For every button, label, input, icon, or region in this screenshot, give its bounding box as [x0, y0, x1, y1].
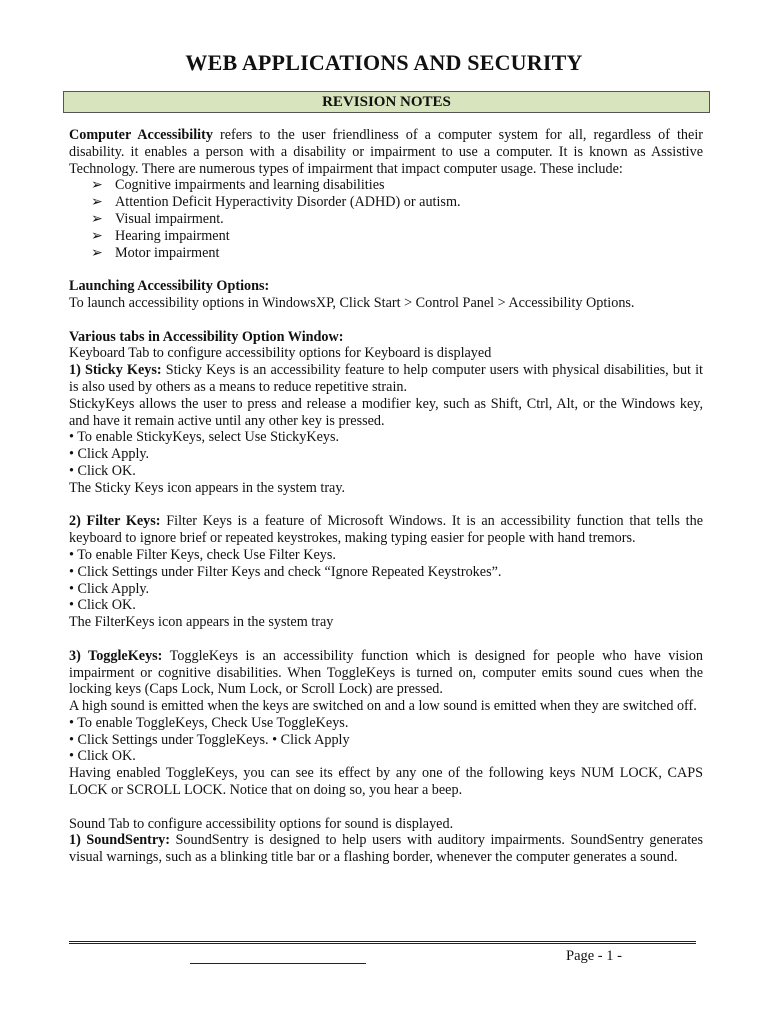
arrow-bullet-icon: ➢	[91, 177, 103, 194]
sticky-keys-detail: StickyKeys allows the user to press and release a modifier key, such as Shift, Ctrl, Alt, or the Windows key, and have it remain active until any other key is pressed.	[69, 395, 703, 429]
tabs-heading: Various tabs in Accessibility Option Window:	[69, 328, 344, 345]
toggle-keys-paragraph: 3) ToggleKeys: ToggleKeys is an accessibility function which is designed for people who have vision impairment or cognitive disabilities. When ToggleKeys is turned on, computer emits sound cues when the locking keys (Caps Lock, Num Lock, or Scroll Lock) are pressed.	[69, 647, 703, 698]
arrow-bullet-icon: ➢	[91, 210, 103, 227]
page-title: WEB APPLICATIONS AND SECURITY	[185, 50, 583, 75]
step-line: • Click Apply.	[69, 580, 150, 597]
step-line: • To enable StickyKeys, select Use StickyKeys.	[69, 429, 340, 446]
document-body	[69, 127, 703, 866]
step-line: • Click OK.	[69, 462, 136, 479]
step-line: • Click OK.	[69, 597, 136, 614]
sticky-keys-paragraph: 1) Sticky Keys: Sticky Keys is an accessibility feature to help computer users with physical disabilities, but it is also used by others as a means to reduce repetitive strain.	[69, 362, 703, 395]
step-line: • To enable ToggleKeys, Check Use ToggleKeys.	[69, 714, 349, 731]
sticky-keys-term: 1) Sticky Keys:	[69, 362, 162, 379]
step-line: • Click OK.	[69, 748, 136, 765]
list-item: ➢ Motor impairment	[91, 244, 220, 261]
toggle-keys-detail: A high sound is emitted when the keys are switched on and a low sound is emitted when they are switched off.	[69, 698, 697, 715]
list-item: ➢ Visual impairment.	[91, 210, 224, 227]
soundsentry-term: 1) SoundSentry:	[69, 832, 170, 849]
step-line: • To enable Filter Keys, check Use Filter Keys.	[69, 546, 336, 563]
intro-text: refers to the user friendliness of a computer system for all, regardless of their disability. it enables a person with a disability or impairment to use a computer. It is known as Assistive Technology. There are numerous types of impairment that impact computer usage. These include:	[69, 127, 703, 177]
arrow-bullet-icon: ➢	[91, 227, 103, 244]
intro-term: Computer Accessibility	[69, 127, 213, 143]
launching-heading: Launching Accessibility Options:	[69, 278, 270, 295]
filter-keys-term: 2) Filter Keys:	[69, 513, 161, 530]
step-line: • Click Settings under Filter Keys and check “Ignore Repeated Keystrokes”.	[69, 563, 502, 580]
arrow-bullet-icon: ➢	[91, 194, 103, 211]
toggle-keys-term: 3) ToggleKeys:	[69, 647, 163, 664]
arrow-bullet-icon: ➢	[91, 244, 103, 261]
footer-short-rule	[190, 963, 366, 964]
step-line: • Click Apply.	[69, 446, 150, 463]
list-item: ➢ Attention Deficit Hyperactivity Disorder (ADHD) or autism.	[91, 194, 461, 211]
sticky-keys-outro: The Sticky Keys icon appears in the system tray.	[69, 479, 346, 496]
step-line: • Click Settings under ToggleKeys. • Click Apply	[69, 731, 350, 748]
list-item: ➢ Cognitive impairments and learning disabilities	[91, 177, 385, 194]
page-number: Page - 1 -	[566, 948, 622, 964]
impairment-list	[69, 177, 703, 261]
launching-text: To launch accessibility options in WindowsXP, Click Start > Control Panel > Accessibility Options.	[69, 294, 635, 311]
sound-tab-intro: Sound Tab to configure accessibility options for sound is displayed.	[69, 815, 454, 832]
toggle-keys-outro: Having enabled ToggleKeys, you can see its effect by any one of the following keys NUM LOCK, CAPS LOCK or SCROLL LOCK. Notice that on doing so, you hear a beep.	[69, 765, 703, 799]
keyboard-tab-intro: Keyboard Tab to configure accessibility options for Keyboard is displayed	[69, 345, 492, 362]
footer-rule	[69, 941, 696, 944]
soundsentry-paragraph: 1) SoundSentry: SoundSentry is designed to help users with auditory impairments. SoundSentry generates visual warnings, such as a blinking title bar or a flashing border, whenever the computer generates a sound.	[69, 832, 703, 866]
revision-notes-banner: REVISION NOTES	[63, 91, 710, 113]
filter-keys-outro: The FilterKeys icon appears in the system tray	[69, 614, 334, 631]
filter-keys-paragraph: 2) Filter Keys: Filter Keys is a feature of Microsoft Windows. It is an accessibility function that tells the keyboard to ignore brief or repeated keystrokes, making typing easier for people with hand tremors.	[69, 513, 703, 547]
list-item: ➢ Hearing impairment	[91, 227, 230, 244]
intro-paragraph	[69, 127, 703, 177]
